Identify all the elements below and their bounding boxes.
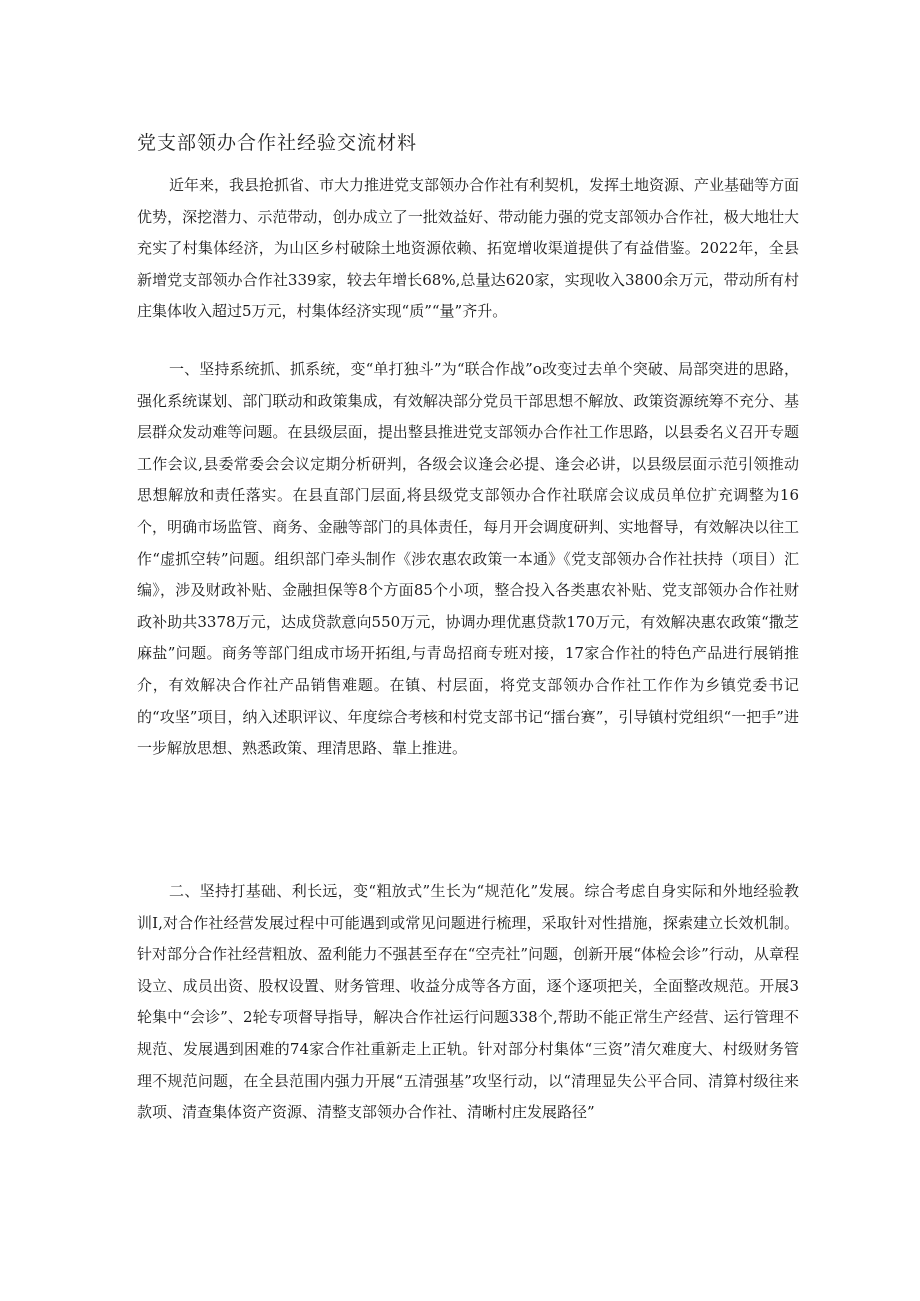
paragraph-section-one: 一、坚持系统抓、抓系统，变“单打独斗”为“联合作战”o改变过去单个突破、局部突进的思路，强化系统谋划、部门联动和政策集成，有效解决部分党员干部思想不解放、政策资源统筹不充分、基层群众发动难等问题。在县级层面，提出整县推进党支部领办合作社工作思路，以县委名义召开专题工作会议,县委常委会会议定期分析研判，各级会议逢会必提、逢会必讲，以县级层面示范引领推动思想解放和责任落实。在县直部门层面,将县级党支部领办合作社联席会议成员单位扩充调整为16个，明确市场监管、商务、金融等部门的具体责任，每月开会调度研判、实地督导，有效解决以往工作“虚抓空转”问题。组织部门牵头制作《涉农惠农政策一本通》《党支部领办合作社扶持（项目）汇编》，涉及财政补贴、金融担保等8个方面85个小项，整合投入各类惠农补贴、党支部领办合作社财政补助共3378万元，达成贷款意向550万元，协调办理优惠贷款170万元，有效解决惠农政策“撒芝麻盐”问题。商务等部门组成市场开拓组,与青岛招商专班对接，17家合作社的特色产品进行展销推介，有效解决合作社产品销售难题。在镇、村层面，将党支部领办合作社工作作为乡镇党委书记的“攻坚”项目，纳入述职评议、年度综合考核和村党支部书记“擂台赛”，引导镇村党组织“一把手”进一步解放思想、熟悉政策、理清思路、靠上推进。 (137, 360, 799, 758)
document-title: 党支部领办合作社经验交流材料 (137, 132, 418, 154)
paragraph-section-two: 二、坚持打基础、利长远，变“粗放式”生长为“规范化”发展。综合考虑自身实际和外地经验教训I,对合作社经营发展过程中可能遇到或常见问题进行梳理，采取针对性措施，探索建立长效机制。针对部分合作社经营粗放、盈利能力不强甚至存在“空壳社”问题，创新开展“体检会诊”行动，从章程设立、成员出资、股权设置、财务管理、收益分成等各方面，逐个逐项把关，全面整改规范。开展3轮集中“会诊”、2轮专项督导指导，解决合作社运行问题338个,帮助不能正常生产经营、运行管理不规范、发展遇到困难的74家合作社重新走上正轨。针对部分村集体“三资”清欠难度大、村级财务管理不规范问题，在全县范围内强力开展“五清强基”攻坚行动，以“清理显失公平合同、清算村级往来款项、清查集体资产资源、清整支部领办合作社、清晰村庄发展路径” (137, 882, 799, 1122)
paragraph-intro: 近年来，我县抢抓省、市大力推进党支部领办合作社有利契机，发挥土地资源、产业基础等方面优势，深挖潜力、示范带动，创办成立了一批效益好、带动能力强的党支部领办合作社，极大地壮大充实了村集体经济，为山区乡村破除土地资源依赖、拓宽增收渠道提供了有益借鉴。2022年，全县新增党支部领办合作社339家，较去年增长68%,总量达620家，实现收入3800余万元，带动所有村庄集体收入超过5万元，村集体经济实现“质”“量”齐升。 (137, 176, 800, 321)
